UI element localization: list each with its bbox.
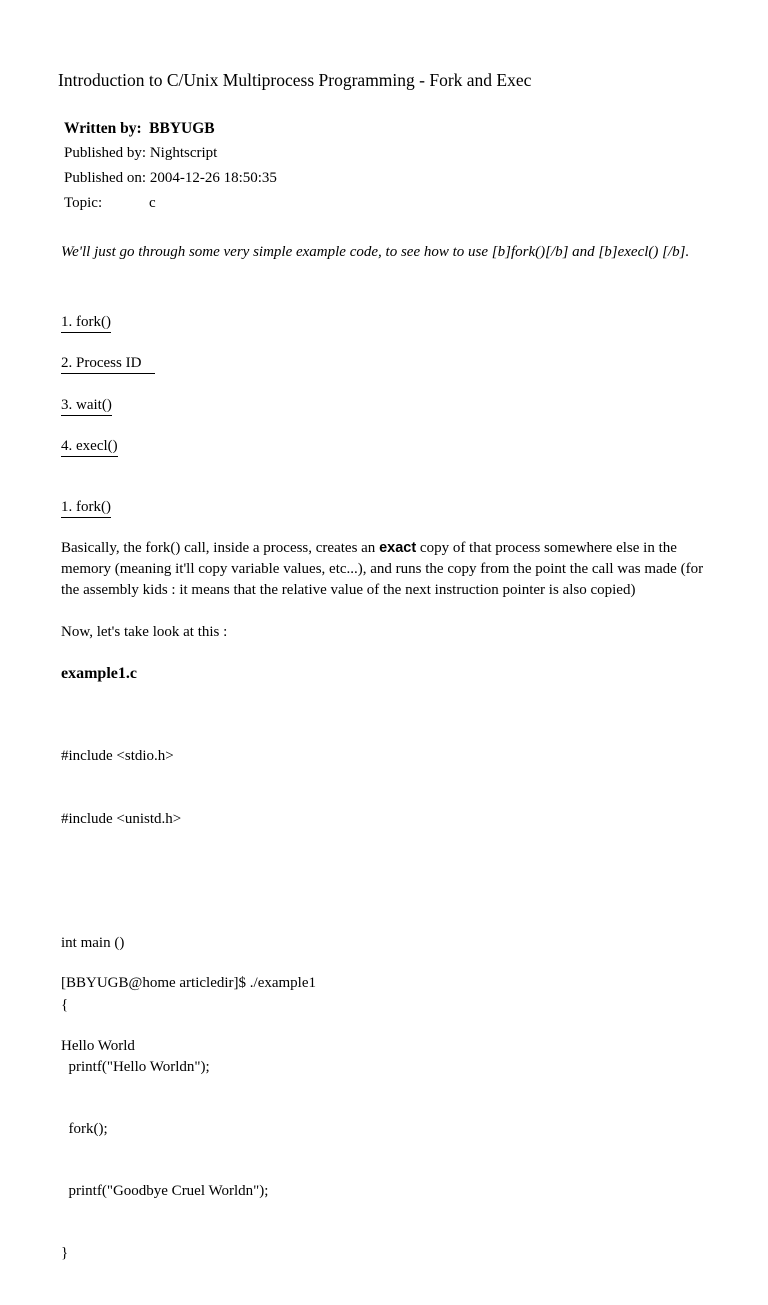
publisher-label: Published by:	[64, 145, 147, 161]
terminal-output	[61, 932, 316, 1098]
topic-label: Topic:	[64, 195, 103, 211]
code-line	[61, 871, 268, 892]
code-line: {	[61, 996, 69, 1013]
fork-description-paragraph	[61, 538, 721, 601]
code-line: #include <stdio.h>	[61, 748, 174, 765]
publish-date: 2004-12-26 18:50:35	[149, 170, 277, 186]
fork-description-start: Basically, the fork() call, inside a process, creates an	[61, 540, 380, 556]
emphasis-exact: exact	[379, 540, 417, 556]
article-meta	[64, 116, 277, 216]
toc-link-fork[interactable]: 1. fork()	[61, 312, 111, 333]
code-line: }	[61, 1245, 69, 1262]
terminal-line: Hello World	[61, 1037, 135, 1054]
code-line: fork();	[61, 1121, 108, 1138]
lookup-paragraph: Now, let's take look at this :	[61, 624, 228, 640]
publisher-name: Nightscript	[149, 145, 218, 161]
author-label: Written by:	[64, 120, 142, 137]
code-line: #include <unistd.h>	[61, 810, 182, 827]
meta-topic-row	[64, 191, 277, 216]
topic-value: c	[149, 195, 156, 211]
author-name: BBYUGB	[149, 120, 215, 137]
toc-link-process-id[interactable]: 2. Process ID	[61, 353, 155, 374]
fork-description-end: copy of that process somewhere else in the memory (meaning it'll copy variable values, etc...), and runs the copy from the point the call was made (for the assembly kids : it means that the relative value of the next instruction pointer is also copied)	[61, 540, 704, 598]
meta-publisher-row	[64, 141, 277, 166]
code-line: int main ()	[61, 934, 125, 951]
code-line: printf("Hello Worldn");	[61, 1058, 210, 1075]
example-file-heading: example1.c	[61, 665, 137, 682]
terminal-line: [BBYUGB@home articledir]$ ./example1	[61, 975, 316, 992]
meta-author-row	[64, 116, 277, 141]
code-line: printf("Goodbye Cruel Worldn");	[61, 1183, 269, 1200]
article-title: Introduction to C/Unix Multiprocess Programming - Fork and Exec	[58, 70, 532, 90]
intro-paragraph: We'll just go through some very simple example code, to see how to use [b]fork()[/b] and [b]execl() [/b].	[61, 244, 690, 260]
toc-link-wait[interactable]: 3. wait()	[61, 395, 112, 416]
meta-date-row	[64, 166, 277, 191]
section-heading-fork: 1. fork()	[61, 497, 111, 518]
toc-link-execl[interactable]: 4. execl()	[61, 436, 118, 457]
date-label: Published on:	[64, 170, 147, 186]
